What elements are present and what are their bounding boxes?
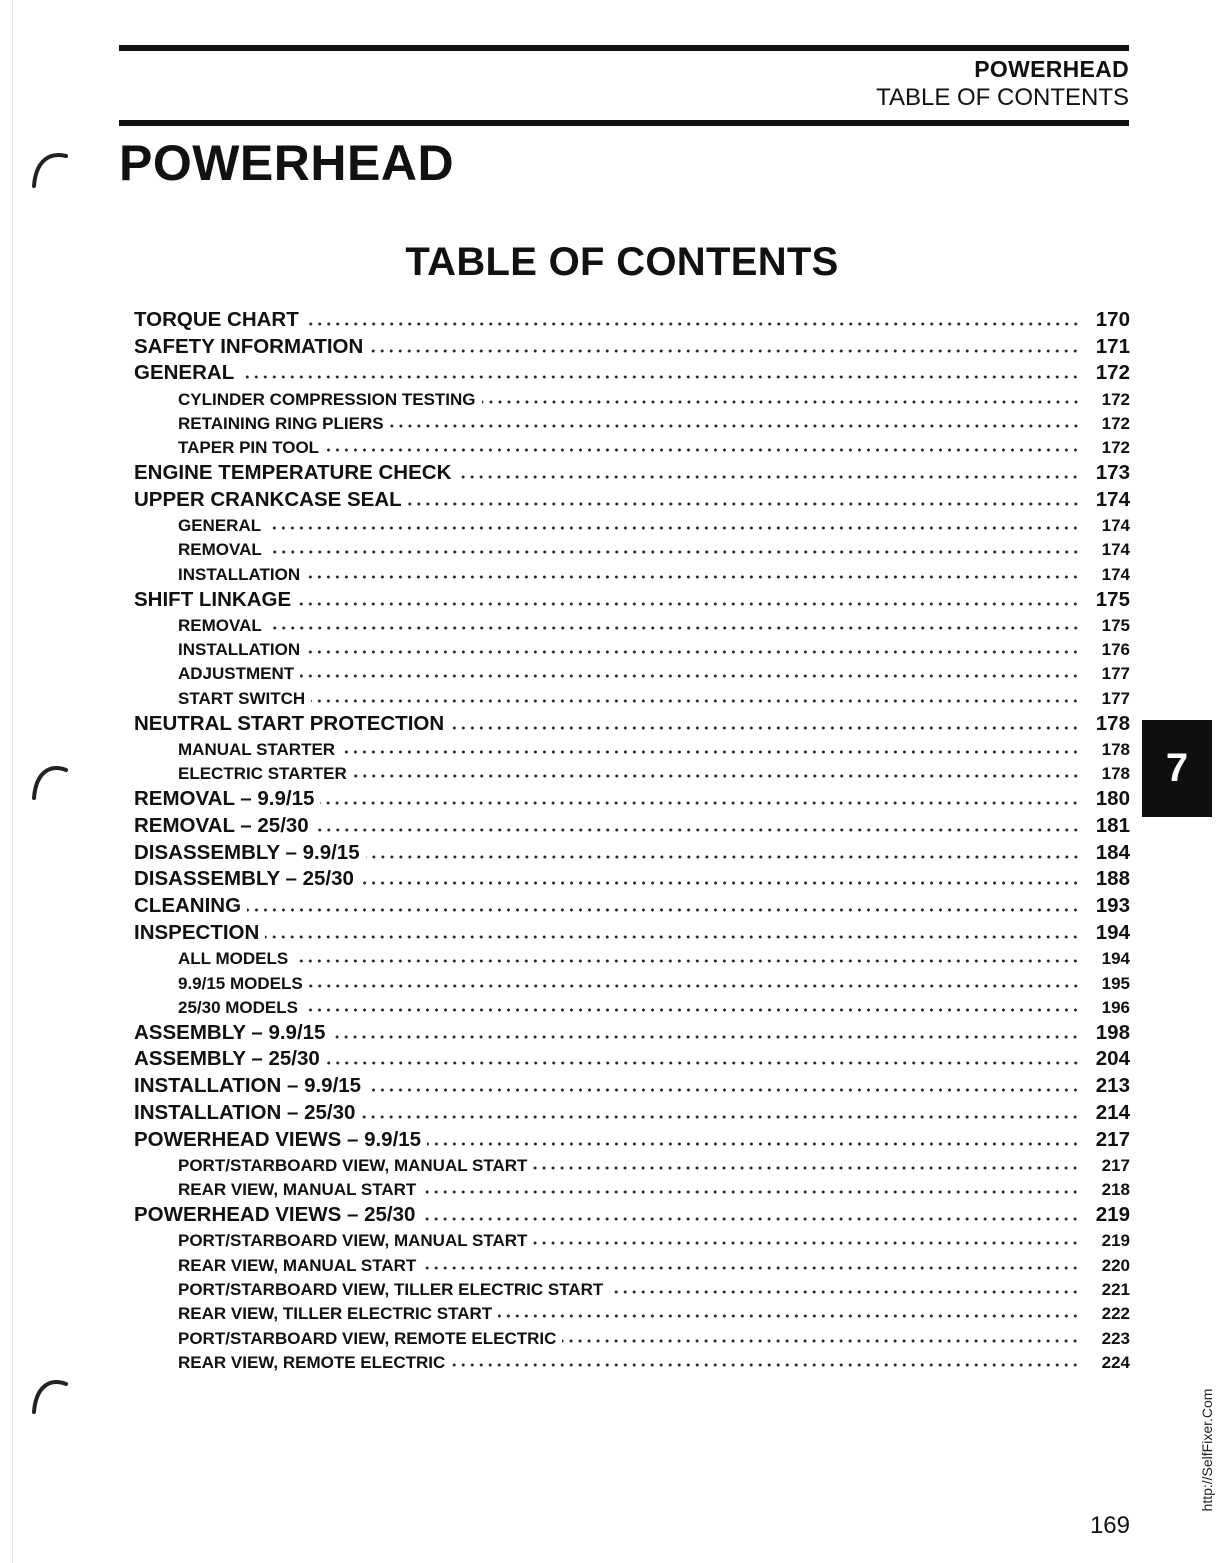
binding-margin-line [12,0,13,1563]
toc-entry [134,1071,1130,1098]
toc-subentry [134,1324,1130,1348]
toc-entry-page: 194 [1095,920,1130,944]
toc-entry-page: 174 [1101,564,1130,584]
toc-subentry [134,945,1130,969]
dot-leader [240,373,1080,381]
toc-entry-page: 217 [1101,1156,1130,1176]
header-rule-bottom [119,120,1129,126]
toc-entry [134,811,1130,838]
toc-entry-page: 188 [1095,867,1130,891]
dot-leader [367,1086,1080,1094]
toc-entry-page: 174 [1101,540,1130,560]
header-rule-top [119,45,1129,51]
dot-leader [366,853,1080,861]
toc-entry-label: INSTALLATION [178,564,301,584]
dot-leader [422,1264,1080,1272]
toc-entry-page: 184 [1095,840,1130,864]
table-of-contents [134,305,1130,1373]
toc-entry-page: 214 [1095,1101,1130,1124]
dot-leader [451,1361,1080,1369]
toc-entry-label: REAR VIEW, REMOTE ELECTRIC [178,1352,446,1372]
toc-entry-label: ENGINE TEMPERATURE CHECK [134,461,452,485]
toc-subentry [134,1349,1130,1373]
toc-subentry [134,536,1130,560]
toc-entry-page: 178 [1095,711,1130,735]
toc-entry-label: INSTALLATION [178,640,301,660]
toc-entry [134,1045,1130,1072]
binder-hole-mark-bottom [22,1376,70,1416]
toc-entry-page: 198 [1095,1020,1130,1044]
toc-subentry [134,636,1130,660]
toc-entry-page: 219 [1095,1203,1130,1227]
toc-entry-label: 9.9/15 MODELS [178,973,303,993]
toc-entry-page: 178 [1101,764,1130,784]
toc-entry [134,1098,1130,1125]
toc-entry-page: 204 [1095,1047,1130,1071]
toc-entry-label: ELECTRIC STARTER [178,764,347,784]
toc-entry-label: TAPER PIN TOOL [178,438,320,458]
toc-entry-page: 173 [1095,461,1130,485]
toc-entry-page: 220 [1101,1255,1130,1275]
dot-leader [315,826,1080,834]
dot-leader [309,982,1080,990]
toc-entry-label: PORT/STARBOARD VIEW, MANUAL START [178,1156,528,1176]
toc-entry-label: GENERAL [134,361,235,385]
dot-leader [294,957,1080,965]
toc-entry-label: UPPER CRANKCASE SEAL [134,487,402,511]
toc-subentry [134,1276,1130,1300]
dot-leader [498,1312,1080,1320]
toc-entry-page: 223 [1101,1328,1130,1348]
dot-leader [427,1140,1080,1148]
dot-leader [361,1113,1080,1121]
dot-leader [304,1006,1080,1014]
toc-entry-page: 195 [1101,973,1130,993]
toc-entry-page: 177 [1101,688,1130,708]
toc-entry-page: 171 [1095,334,1130,358]
toc-subentry [134,660,1130,684]
toc-subentry [134,1176,1130,1200]
toc-entry [134,458,1130,485]
toc-entry [134,918,1130,945]
dot-leader [247,906,1080,914]
toc-subentry [134,1300,1130,1324]
toc-entry-label: INSTALLATION – 9.9/15 [134,1074,362,1098]
toc-entry-page: 175 [1101,615,1130,635]
chapter-tab: 7 [1142,720,1212,817]
toc-entry [134,1018,1130,1045]
toc-entry-page: 178 [1101,739,1130,759]
toc-subentry [134,760,1130,784]
toc-entry-page: 219 [1101,1231,1130,1251]
toc-entry [134,585,1130,612]
toc-subentry [134,385,1130,409]
toc-entry-label: SHIFT LINKAGE [134,587,292,611]
dot-leader [390,422,1080,430]
toc-entry-page: 180 [1095,786,1130,810]
toc-subentry [134,560,1130,584]
toc-entry-page: 193 [1095,894,1130,918]
dot-leader [421,1215,1080,1223]
dot-leader [457,473,1080,481]
toc-entry [134,1125,1130,1152]
toc-entry-page: 172 [1095,361,1130,385]
toc-entry [134,784,1130,811]
dot-leader [353,772,1080,780]
toc-entry-label: REMOVAL – 25/30 [134,813,309,837]
toc-entry-label: RETAINING RING PLIERS [178,413,384,433]
toc-entry-label: ASSEMBLY – 9.9/15 [134,1020,326,1044]
dot-leader [305,320,1080,328]
toc-entry-label: PORT/STARBOARD VIEW, MANUAL START [178,1231,528,1251]
toc-entry-page: 217 [1095,1127,1130,1151]
toc-entry [134,485,1130,512]
toc-subentry [134,512,1130,536]
toc-subentry [134,684,1130,708]
toc-entry-label: REAR VIEW, MANUAL START [178,1255,417,1275]
toc-subentry [134,612,1130,636]
toc-entry [134,709,1130,736]
toc-entry [134,838,1130,865]
toc-entry-page: 181 [1095,813,1130,837]
toc-entry-page: 218 [1101,1180,1130,1200]
dot-leader [325,446,1080,454]
running-header-subtitle: TABLE OF CONTENTS [876,84,1129,111]
toc-heading: TABLE OF CONTENTS [405,240,839,284]
toc-entry-label: CYLINDER COMPRESSION TESTING [178,389,476,409]
toc-entry-label: START SWITCH [178,688,306,708]
toc-entry-label: DISASSEMBLY – 9.9/15 [134,840,360,864]
toc-subentry [134,994,1130,1018]
toc-subentry [134,1152,1130,1176]
toc-entry [134,891,1130,918]
toc-entry [134,1200,1130,1227]
toc-entry-label: ASSEMBLY – 25/30 [134,1047,320,1071]
dot-leader [562,1337,1080,1345]
toc-entry-label: REMOVAL – 9.9/15 [134,786,315,810]
dot-leader [331,1033,1080,1041]
dot-leader [369,347,1080,355]
dot-leader [300,672,1080,680]
toc-entry-label: 25/30 MODELS [178,997,298,1017]
dot-leader [297,600,1080,608]
dot-leader [533,1164,1080,1172]
dot-leader [360,879,1080,887]
toc-entry-page: 194 [1101,949,1130,969]
toc-entry-label: CLEANING [134,894,242,918]
page-number: 169 [1089,1512,1130,1539]
toc-entry-page: 172 [1101,413,1130,433]
chapter-title: POWERHEAD [119,135,455,191]
dot-leader [326,1059,1080,1067]
toc-entry-label: ALL MODELS [178,949,289,969]
dot-leader [268,548,1080,556]
toc-entry-label: PORT/STARBOARD VIEW, REMOTE ELECTRIC [178,1328,557,1348]
dot-leader [408,500,1080,508]
toc-entry-page: 224 [1101,1352,1130,1372]
toc-entry-page: 222 [1101,1304,1130,1324]
toc-entry-label: REMOVAL [178,540,262,560]
toc-subentry [134,736,1130,760]
toc-entry-label: DISASSEMBLY – 25/30 [134,867,354,891]
toc-subentry [134,434,1130,458]
toc-subentry [134,1251,1130,1275]
toc-entry-label: REAR VIEW, TILLER ELECTRIC START [178,1304,493,1324]
dot-leader [533,1239,1080,1247]
binder-hole-mark-top [22,150,70,190]
toc-entry-page: 221 [1101,1280,1130,1300]
toc-entry-label: POWERHEAD VIEWS – 25/30 [134,1203,416,1227]
toc-entry-page: 176 [1101,640,1130,660]
toc-entry-page: 174 [1101,516,1130,536]
toc-entry-label: ADJUSTMENT [178,664,295,684]
toc-entry-label: REMOVAL [178,615,262,635]
toc-entry-label: TORQUE CHART [134,307,299,331]
toc-entry-label: PORT/STARBOARD VIEW, TILLER ELECTRIC START [178,1280,604,1300]
dot-leader [306,648,1080,656]
toc-entry-page: 213 [1095,1074,1130,1098]
toc-entry-label: GENERAL [178,516,262,536]
toc-entry-label: POWERHEAD VIEWS – 9.9/15 [134,1127,422,1151]
toc-entry-page: 174 [1095,487,1130,511]
dot-leader [450,724,1080,732]
toc-entry-label: SAFETY INFORMATION [134,334,364,358]
dot-leader [320,799,1080,807]
running-header-section: POWERHEAD [974,56,1129,82]
dot-leader [306,573,1080,581]
toc-entry [134,359,1130,386]
toc-entry-label: REAR VIEW, MANUAL START [178,1180,417,1200]
toc-entry-page: 172 [1101,438,1130,458]
dot-leader [311,697,1080,705]
toc-entry [134,865,1130,892]
dot-leader [422,1188,1080,1196]
toc-subentry [134,969,1130,993]
binder-hole-mark-middle [22,762,70,802]
dot-leader [609,1288,1080,1296]
toc-entry-page: 177 [1101,664,1130,684]
toc-subentry [134,1227,1130,1251]
dot-leader [268,624,1080,632]
watermark-url: http://SelfFixer.Com [1199,1388,1215,1512]
toc-entry-label: MANUAL STARTER [178,739,336,759]
toc-entry-label: NEUTRAL START PROTECTION [134,711,445,735]
toc-entry-page: 175 [1095,587,1130,611]
toc-entry-label: INSTALLATION – 25/30 [134,1101,356,1124]
toc-entry-page: 172 [1101,389,1130,409]
dot-leader [482,398,1080,406]
toc-entry [134,305,1130,332]
toc-entry-label: INSPECTION [134,920,260,944]
dot-leader [341,748,1080,756]
dot-leader [265,933,1080,941]
toc-subentry [134,410,1130,434]
toc-entry [134,332,1130,359]
dot-leader [267,524,1080,532]
toc-entry-page: 170 [1095,307,1130,331]
toc-entry-page: 196 [1101,997,1130,1017]
